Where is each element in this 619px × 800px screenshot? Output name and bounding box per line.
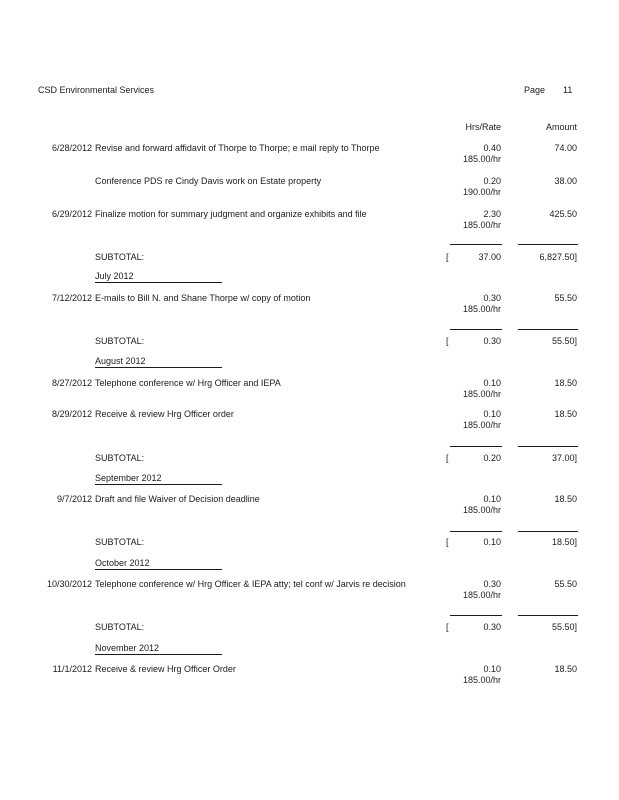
entry-rate: 185.00/hr <box>462 420 501 430</box>
entry-description: Draft and file Waiver of Decision deadline <box>95 494 260 504</box>
entry-amount: 425.50 <box>549 209 577 219</box>
entry-description: Receive & review Hrg Officer order <box>95 409 234 419</box>
bracket-mark: [ <box>446 252 449 262</box>
entry-description: Telephone conference w/ Hrg Officer and IEPA <box>95 378 281 388</box>
entry-description: Revise and forward affidavit of Thorpe to Thorpe; e mail reply to Thorpe <box>95 143 380 153</box>
subtotal-label: SUBTOTAL: <box>95 252 145 262</box>
bracket-mark: [ <box>446 622 449 632</box>
subtotal-rule <box>518 615 578 616</box>
entry-date: 11/1/2012 <box>52 664 92 674</box>
subtotal-rule <box>450 446 502 447</box>
subtotal-label: SUBTOTAL: <box>95 453 145 463</box>
subtotal-hours: 37.00 <box>478 252 501 262</box>
entry-date: 9/7/2012 <box>56 494 92 504</box>
entry-date: 6/28/2012 <box>51 143 92 153</box>
subtotal-rule <box>450 531 502 532</box>
month-heading: August 2012 <box>95 356 222 368</box>
subtotal-amount: 18.50] <box>551 537 577 547</box>
subtotal-rule <box>450 244 502 245</box>
month-heading: July 2012 <box>95 271 222 283</box>
entry-hours: 0.10 <box>483 494 501 504</box>
subtotal-hours: 0.30 <box>483 622 501 632</box>
month-heading: October 2012 <box>95 558 222 570</box>
bracket-mark: [ <box>446 537 449 547</box>
subtotal-hours: 0.10 <box>483 537 501 547</box>
entry-amount: 18.50 <box>554 409 577 419</box>
entry-rate: 185.00/hr <box>462 389 501 399</box>
entry-rate: 185.00/hr <box>462 675 501 685</box>
subtotal-label: SUBTOTAL: <box>95 622 145 632</box>
entry-hours: 0.30 <box>483 579 501 589</box>
entry-amount: 55.50 <box>554 579 577 589</box>
subtotal-hours: 0.20 <box>483 453 501 463</box>
entry-date: 8/27/2012 <box>51 378 92 388</box>
amount-column-header: Amount <box>545 122 577 132</box>
entry-date: 10/30/2012 <box>46 579 92 589</box>
company-name: CSD Environmental Services <box>38 85 155 95</box>
entry-date: 8/29/2012 <box>51 409 92 419</box>
bracket-mark: [ <box>446 453 449 463</box>
entry-date: 7/12/2012 <box>51 293 92 303</box>
subtotal-amount: 55.50] <box>551 622 577 632</box>
entry-hours: 0.40 <box>483 143 501 153</box>
entry-description: E-mails to Bill N. and Shane Thorpe w/ copy of motion <box>95 293 311 303</box>
subtotal-amount: 6,827.50] <box>539 252 577 262</box>
entry-hours: 0.10 <box>483 378 501 388</box>
entry-rate: 185.00/hr <box>462 590 501 600</box>
subtotal-rule <box>518 531 578 532</box>
entry-rate: 185.00/hr <box>462 220 501 230</box>
entry-hours: 0.30 <box>483 293 501 303</box>
month-heading: November 2012 <box>95 643 222 655</box>
bracket-mark: [ <box>446 336 449 346</box>
entry-description: Receive & review Hrg Officer Order <box>95 664 236 674</box>
subtotal-rule <box>518 244 578 245</box>
entry-rate: 185.00/hr <box>462 304 501 314</box>
subtotal-amount: 37.00] <box>551 453 577 463</box>
entry-rate: 185.00/hr <box>462 505 501 515</box>
entry-hours: 0.20 <box>483 176 501 186</box>
subtotal-amount: 55.50] <box>551 336 577 346</box>
month-heading: September 2012 <box>95 473 222 485</box>
subtotal-hours: 0.30 <box>483 336 501 346</box>
entry-hours: 0.10 <box>483 664 501 674</box>
entry-description: Telephone conference w/ Hrg Officer & IEPA atty; tel conf w/ Jarvis re decision <box>95 579 406 589</box>
subtotal-label: SUBTOTAL: <box>95 537 145 547</box>
entry-description: Finalize motion for summary judgment and organize exhibits and file <box>95 209 367 219</box>
page-label: Page <box>524 85 546 95</box>
entry-amount: 74.00 <box>554 143 577 153</box>
entry-amount: 18.50 <box>554 494 577 504</box>
entry-amount: 18.50 <box>554 664 577 674</box>
entry-description: Conference PDS re Cindy Davis work on Estate property <box>95 176 322 186</box>
entry-rate: 190.00/hr <box>462 187 501 197</box>
subtotal-rule <box>450 329 502 330</box>
hrs-rate-column-header: Hrs/Rate <box>465 122 501 132</box>
subtotal-rule <box>518 329 578 330</box>
entry-amount: 18.50 <box>554 378 577 388</box>
entry-hours: 2.30 <box>483 209 501 219</box>
subtotal-label: SUBTOTAL: <box>95 336 145 346</box>
entry-rate: 185.00/hr <box>462 154 501 164</box>
entry-amount: 38.00 <box>554 176 577 186</box>
page-number: 11 <box>563 85 573 95</box>
subtotal-rule <box>518 446 578 447</box>
entry-date: 6/29/2012 <box>51 209 92 219</box>
entry-amount: 55.50 <box>554 293 577 303</box>
subtotal-rule <box>450 615 502 616</box>
entry-hours: 0.10 <box>483 409 501 419</box>
